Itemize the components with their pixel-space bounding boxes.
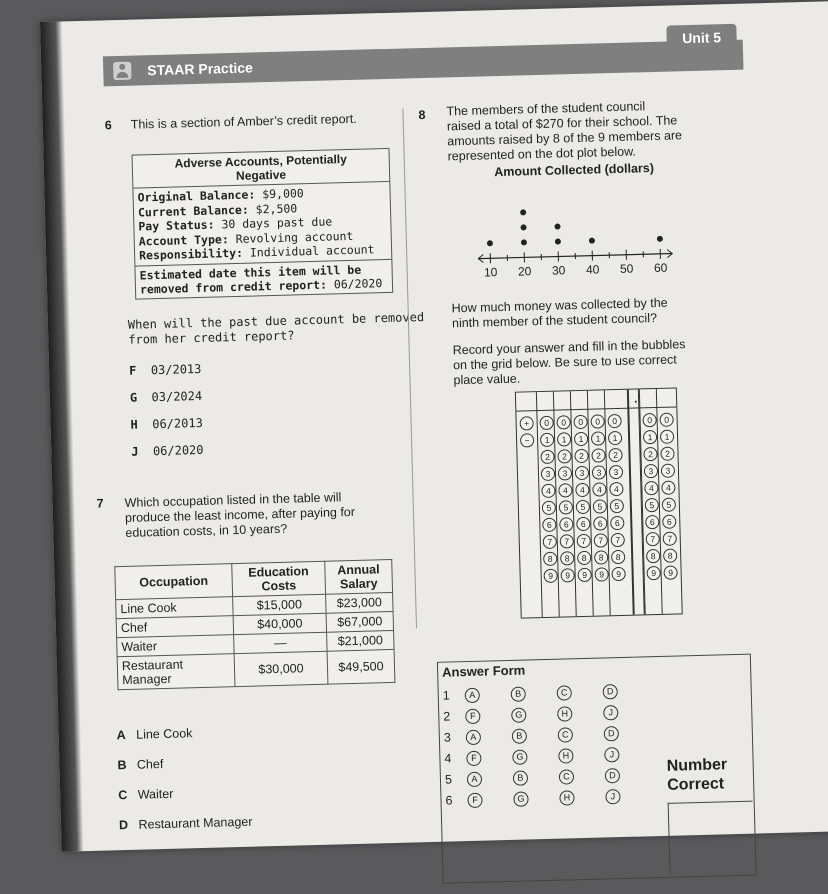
col-occupation: Occupation [115,564,233,600]
digit-bubble[interactable]: 5 [662,498,676,512]
answer-bubble[interactable]: D [605,768,620,783]
tick-label: 30 [552,263,566,277]
q8-prompt: The members of the student council raised a total of $270 for their school. The amounts raised by 8 of the 9 members are represented on the dot plot below. [446,98,682,164]
dot-plot-axis [478,249,673,280]
choice-h[interactable]: H 06/2013 [130,410,203,439]
digit-bubble[interactable]: 4 [558,483,572,497]
digit-bubble[interactable]: 0 [590,414,604,428]
answer-bubble[interactable]: F [467,792,482,807]
digit-bubble[interactable]: 2 [660,447,674,461]
answer-bubble[interactable]: F [466,750,481,765]
plus-bubble[interactable]: + [519,416,533,430]
answer-bubble[interactable]: J [605,789,620,804]
data-dot [554,223,560,229]
digit-bubble[interactable]: 3 [541,467,555,481]
dot-plot [474,155,677,285]
answer-bubble[interactable]: H [559,790,574,805]
answer-row-number: 1 [443,688,465,703]
q8-instructions: Record your answer and fill in the bubbles on the grid below. Be sure to use correct place value. [453,337,687,388]
digit-bubble[interactable]: 1 [591,431,605,445]
digit-bubble[interactable]: 2 [591,448,605,462]
digit-bubble[interactable]: 1 [643,430,657,444]
q6-question: When will the past due account be removed from her credit report? [128,310,425,348]
answer-row-number: 4 [444,751,466,766]
unit-tab: Unit 5 [666,24,737,56]
digit-bubble[interactable]: 6 [559,517,573,531]
dot-plot-title: Amount Collected (dollars) [494,161,654,179]
table-row: Restaurant Manager $30,000 $49,500 [117,649,395,689]
tick-label: 10 [484,265,498,279]
answer-bubble[interactable]: B [511,686,526,701]
credit-report-box [132,148,394,299]
digit-bubble[interactable]: 4 [575,483,589,497]
worksheet-page [40,1,828,852]
choice-j[interactable]: J 06/2020 [131,437,204,466]
digit-bubble[interactable]: 3 [644,464,658,478]
digit-bubble[interactable]: 8 [611,550,625,564]
credit-row: Responsibility: Individual account [139,242,387,263]
answer-form-row [445,784,651,810]
q6-number: 6 [105,118,112,133]
digit-bubble[interactable]: 8 [663,549,677,563]
answer-form-title: Answer Form [442,663,525,680]
answer-bubble[interactable]: G [513,791,528,806]
digit-bubble[interactable]: 3 [592,465,606,479]
digit-bubble[interactable]: 0 [642,413,656,427]
choice-g[interactable]: G 03/2024 [130,383,203,412]
answer-form-rows [442,679,651,810]
digit-bubble[interactable]: 0 [659,413,673,427]
digit-bubble[interactable]: 7 [646,532,660,546]
digit-bubble[interactable]: 1 [660,430,674,444]
tick-label: 50 [620,262,634,276]
digit-bubble[interactable]: 3 [558,466,572,480]
digit-bubble[interactable]: 8 [560,551,574,565]
digit-bubble[interactable]: 5 [576,500,590,514]
answer-bubble[interactable]: D [603,684,618,699]
number-correct-label: Number Correct [666,755,727,795]
digit-bubble[interactable]: 6 [662,515,676,529]
digit-bubble[interactable]: 1 [574,432,588,446]
digit-bubble[interactable]: 1 [608,431,622,445]
answer-bubble[interactable]: D [604,726,619,741]
digit-bubble[interactable]: 6 [610,516,624,530]
answer-bubble[interactable]: C [558,727,573,742]
digit-bubble[interactable]: 9 [594,567,608,581]
credit-foot-line2: removed from credit report: 06/2020 [140,275,388,295]
answer-bubble[interactable]: B [512,728,527,743]
data-dot [657,236,663,242]
data-dot [589,238,595,244]
answer-bubble[interactable]: B [513,770,528,785]
answer-row-number: 2 [443,709,465,724]
q8-number: 8 [418,108,425,123]
tick-label: 40 [586,262,600,276]
digit-bubble[interactable]: 2 [574,449,588,463]
digit-bubble[interactable]: 3 [575,466,589,480]
credit-row: Original Balance: $9,000 [137,184,385,205]
tick-label: 20 [518,264,532,278]
digit-bubble[interactable]: 6 [645,515,659,529]
credit-report-footer [135,258,392,298]
answer-bubble[interactable]: C [559,769,574,784]
decimal-point: . [634,391,638,405]
digit-bubble[interactable]: 2 [540,450,554,464]
answer-bubble[interactable]: J [604,747,619,762]
q7-choices [116,717,253,840]
answer-row-number: 6 [445,793,467,808]
digit-bubble[interactable]: 7 [577,534,591,548]
digit-bubble[interactable]: 7 [543,535,557,549]
choice-f[interactable]: F 03/2013 [129,356,202,385]
q6-choices [129,356,204,466]
section-title: STAAR Practice [147,59,253,78]
digit-bubble[interactable]: 9 [560,568,574,582]
dot-plot-dots [486,206,663,247]
digit-bubble[interactable]: 9 [663,565,677,579]
number-correct-box[interactable] [668,801,755,874]
credit-title-line2: Negative [137,165,385,185]
student-icon [113,62,131,80]
digit-bubble[interactable]: 4 [661,481,675,495]
data-dot [521,239,527,245]
header-banner [103,40,744,87]
answer-row-number: 3 [444,730,466,745]
digit-bubble[interactable]: 4 [644,481,658,495]
digit-bubble[interactable]: 3 [609,465,623,479]
tick-label: 60 [654,261,668,275]
digit-bubble[interactable]: 0 [573,415,587,429]
decimal-divider [627,390,635,615]
choice-c[interactable]: C Waiter [118,777,252,810]
digit-bubble[interactable]: 4 [541,484,555,498]
digit-bubble[interactable]: 7 [594,533,608,547]
answer-bubble[interactable]: A [467,771,482,786]
answer-bubble[interactable]: H [557,706,572,721]
digit-bubble[interactable]: 3 [661,464,675,478]
digit-bubble[interactable]: 5 [645,498,659,512]
table-row: Waiter — $21,000 [117,630,394,656]
answer-form [437,654,757,884]
digit-bubble[interactable]: 1 [540,433,554,447]
data-dot [487,240,493,246]
digit-bubble[interactable]: 2 [643,447,657,461]
choice-b[interactable]: B Chef [117,747,251,780]
digit-bubble[interactable]: 7 [663,532,677,546]
digit-bubble[interactable]: 0 [539,416,553,430]
credit-report-body [133,182,391,265]
grid-entry-row[interactable] [516,388,676,411]
answer-bubble[interactable]: G [512,749,527,764]
column-divider [402,108,418,628]
answer-bubble[interactable]: G [511,707,526,722]
answer-row-number: 5 [445,772,467,787]
occupation-table [114,559,395,690]
digit-bubble[interactable]: 5 [559,500,573,514]
digit-bubble[interactable]: 6 [542,518,556,532]
digit-bubble[interactable]: 1 [557,432,571,446]
digit-bubble[interactable]: 0 [607,414,621,428]
digit-bubble[interactable]: 6 [576,517,590,531]
q7-prompt: Which occupation listed in the table will produce the least income, after paying for education costs, in 10 years? [124,490,355,541]
table-row: Chef $40,000 $67,000 [116,611,393,637]
answer-grid[interactable] [515,387,683,618]
digit-bubble[interactable]: 9 [543,569,557,583]
digit-bubble[interactable]: 4 [592,482,606,496]
credit-row: Pay Status: 30 days past due [138,213,386,234]
answer-bubble[interactable]: C [557,685,572,700]
digit-bubble[interactable]: 9 [611,567,625,581]
digit-bubble[interactable]: 8 [577,551,591,565]
data-dot [520,209,526,215]
digit-bubble[interactable]: 9 [577,568,591,582]
digit-bubble[interactable]: 7 [611,533,625,547]
q7-number: 7 [96,497,103,512]
data-dot [520,224,526,230]
answer-bubble[interactable]: H [558,748,573,763]
table-row: Line Cook $15,000 $23,000 [116,592,393,618]
col-annual-salary: Annual Salary [325,559,393,594]
col-education-costs: Education Costs [232,561,326,596]
digit-bubble[interactable]: 8 [594,550,608,564]
digit-bubble[interactable]: 2 [557,449,571,463]
digit-bubble[interactable]: 8 [646,549,660,563]
credit-title-line1: Adverse Accounts, Potentially [137,151,385,171]
answer-bubble[interactable]: A [465,687,480,702]
credit-row: Account Type: Revolving account [139,228,387,249]
digit-bubble[interactable]: 5 [593,499,607,513]
q6-prompt: This is a section of Amber’s credit report. [131,112,357,133]
answer-bubble[interactable]: F [465,708,480,723]
answer-bubble[interactable]: A [466,729,481,744]
digit-bubble[interactable]: 2 [608,448,622,462]
digit-bubble[interactable]: 5 [610,499,624,513]
credit-foot-line1: Estimated date this item will be [139,261,387,281]
digit-bubble[interactable]: 8 [543,552,557,566]
digit-bubble[interactable]: 6 [593,516,607,530]
q8-question: How much money was collected by the ninth member of the student council? [451,296,668,332]
choice-a[interactable]: A Line Cook [116,717,250,750]
digit-bubble[interactable]: 7 [560,534,574,548]
choice-d[interactable]: D Restaurant Manager [119,807,253,840]
digit-bubble[interactable]: 9 [646,566,660,580]
page-edge-shadow [40,21,84,851]
digit-bubble[interactable]: 4 [609,482,623,496]
credit-row: Current Balance: $2,500 [138,199,386,220]
digit-bubble[interactable]: 5 [542,501,556,515]
data-dot [555,238,561,244]
minus-bubble[interactable]: − [520,433,534,447]
answer-bubble[interactable]: J [603,705,618,720]
digit-bubble[interactable]: 0 [556,415,570,429]
